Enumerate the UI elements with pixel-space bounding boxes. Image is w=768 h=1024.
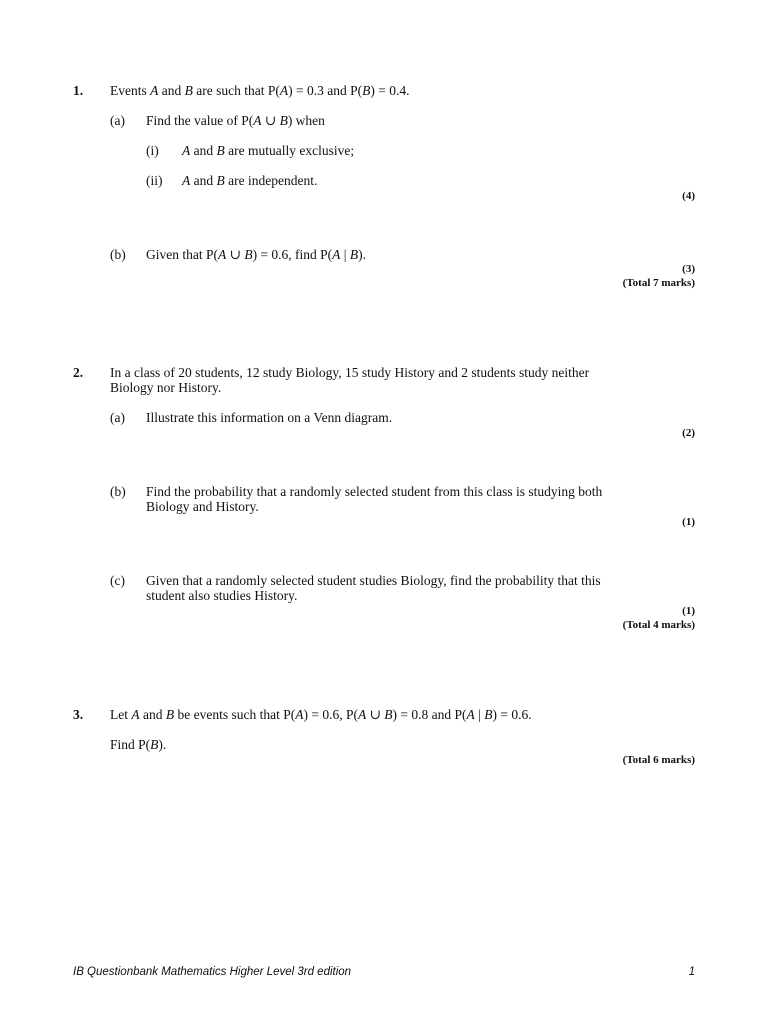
q2c-text-line1: Given that a randomly selected student studies Biology, find the probability that this xyxy=(146,573,601,588)
event-symbol: A xyxy=(131,707,140,722)
q2c-marks: (1) xyxy=(682,605,695,617)
q2b-label: (b) xyxy=(110,484,126,499)
q2b-marks: (1) xyxy=(682,516,695,528)
q1-number: 1. xyxy=(73,83,84,98)
q1b-marks: (3) xyxy=(682,263,695,275)
event-symbol: A xyxy=(182,143,191,158)
q2a-text: Illustrate this information on a Venn diagram. xyxy=(146,410,393,425)
q1aii-text: A and B are independent. xyxy=(182,173,318,188)
q2-stem-line1: In a class of 20 students, 12 study Biology, 15 study History and 2 students study neither xyxy=(110,365,590,380)
event-symbol: B xyxy=(484,707,493,722)
event-symbol: A xyxy=(295,707,304,722)
q3-total-marks: (Total 6 marks) xyxy=(622,754,695,766)
event-symbol: B xyxy=(384,707,393,722)
q1a-marks: (4) xyxy=(682,190,695,202)
q1a-label: (a) xyxy=(110,113,125,128)
q2-number: 2. xyxy=(73,365,84,380)
q1aii-label: (ii) xyxy=(146,173,163,188)
event-symbol: A xyxy=(279,83,289,98)
q2c-text-line2: student also studies History. xyxy=(146,588,298,603)
event-symbol: B xyxy=(216,173,225,188)
q2b-text-line2: Biology and History. xyxy=(146,499,259,514)
q2b-text-line1: Find the probability that a randomly selected student from this class is studying both xyxy=(146,484,603,499)
q3-find: Find P(B). xyxy=(110,737,167,752)
q1a-text: Find the value of P(A ∪ B) when xyxy=(146,113,325,128)
event-symbol: B xyxy=(165,707,175,722)
event-symbol: B xyxy=(279,113,288,128)
footer-title: IB Questionbank Mathematics Higher Level 3rd edition xyxy=(73,966,352,978)
q1-stem: Events A and B are such that P(A) = 0.3 and P(B) = 0.4. xyxy=(110,83,410,98)
event-symbol: B xyxy=(150,737,159,752)
q1ai-text: A and B are mutually exclusive; xyxy=(182,143,355,158)
event-symbol: B xyxy=(184,83,193,98)
q2c-label: (c) xyxy=(110,573,125,588)
q3-stem: Let A and B be events such that P(A) = 0.6, P(A ∪ B) = 0.8 and P(A | B) = 0.6. xyxy=(110,707,532,722)
q2a-label: (a) xyxy=(110,410,125,425)
event-symbol: B xyxy=(244,247,253,262)
event-symbol: A xyxy=(466,707,475,722)
q1b-label: (b) xyxy=(110,247,126,262)
footer-page-number: 1 xyxy=(688,966,695,978)
q1-total-marks: (Total 7 marks) xyxy=(622,277,695,289)
event-symbol: B xyxy=(216,143,225,158)
event-symbol: A xyxy=(182,173,191,188)
event-symbol: A xyxy=(332,247,341,262)
event-symbol: B xyxy=(349,247,359,262)
q2-stem-line2: Biology nor History. xyxy=(110,380,222,395)
q3-number: 3. xyxy=(73,707,84,722)
event-symbol: A xyxy=(357,707,367,722)
event-symbol: A xyxy=(218,247,227,262)
q2-total-marks: (Total 4 marks) xyxy=(622,619,695,631)
event-symbol: A xyxy=(253,113,262,128)
q1ai-label: (i) xyxy=(146,143,159,158)
q2a-marks: (2) xyxy=(682,427,695,439)
q1b-text: Given that P(A ∪ B) = 0.6, find P(A | B). xyxy=(146,247,366,262)
event-symbol: B xyxy=(362,83,371,98)
event-symbol: A xyxy=(150,83,159,98)
